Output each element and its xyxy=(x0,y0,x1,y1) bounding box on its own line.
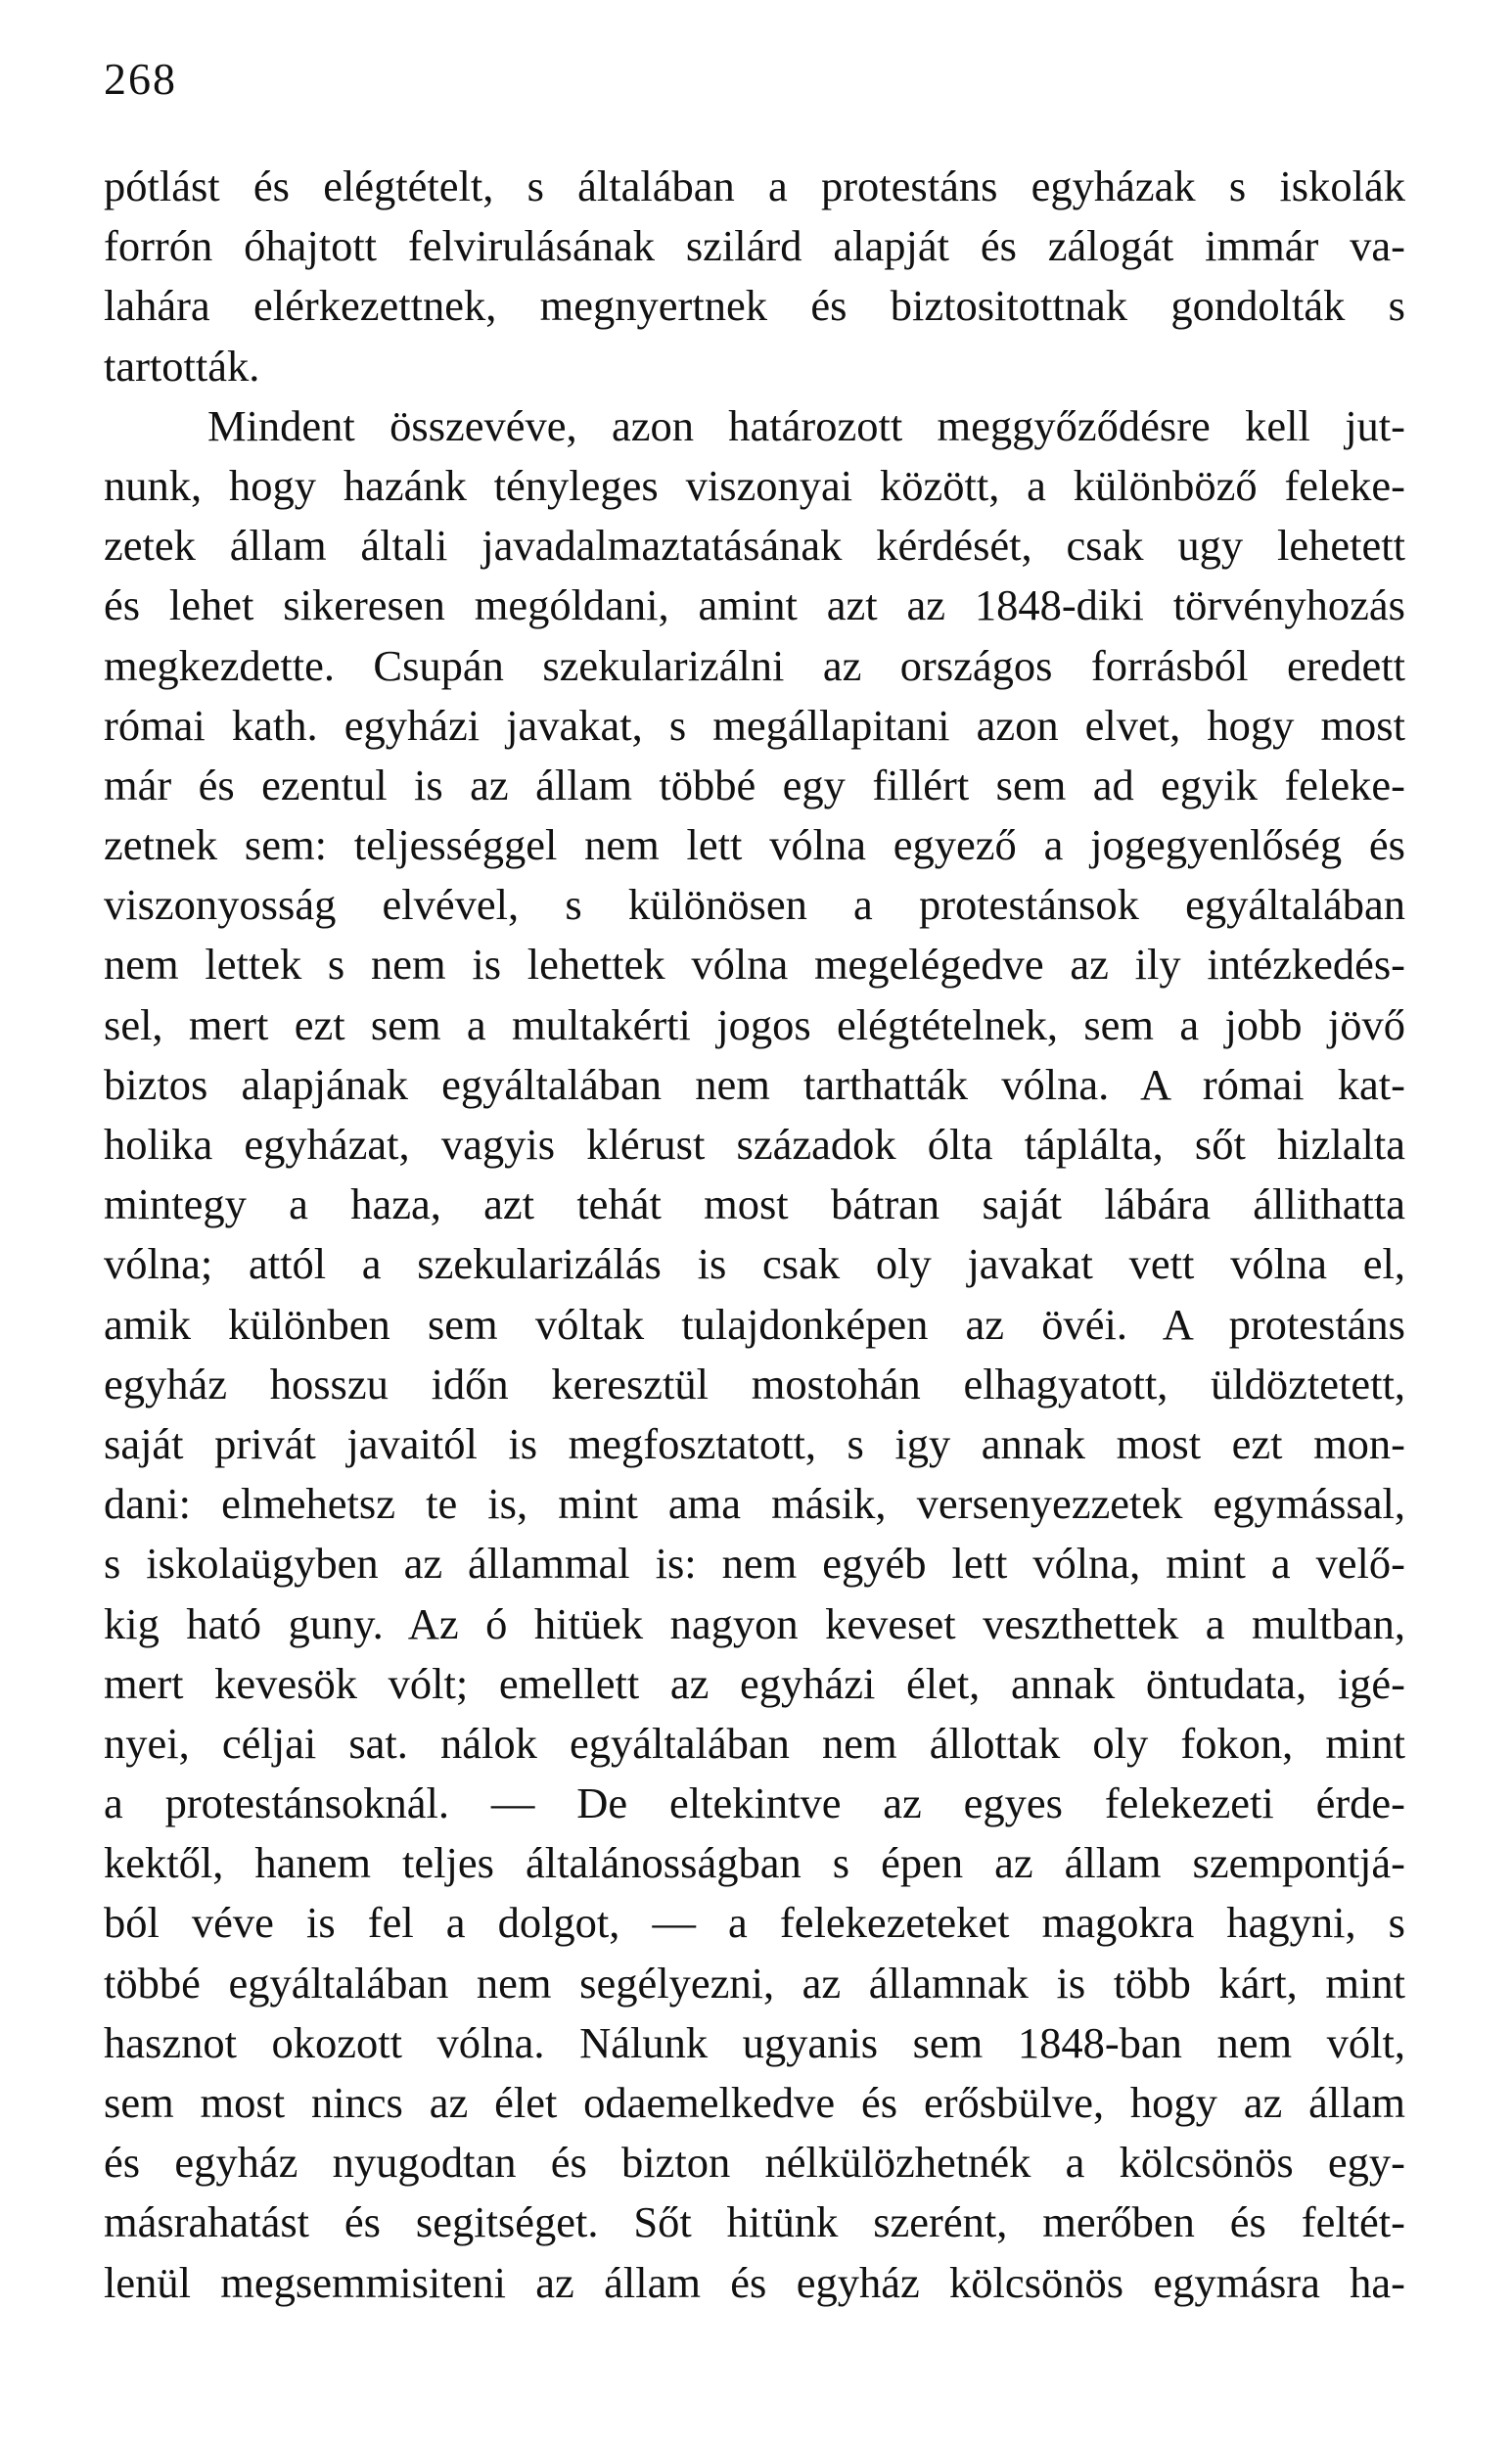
text-line: ból véve is fel a dolgot, — a felekezeteket magokra hagyni, s xyxy=(104,1898,1405,1948)
text-line: a protestánsoknál. — De eltekintve az egyes felekezeti érde- xyxy=(104,1778,1405,1828)
text-line: és lehet sikeresen mególdani, amint azt az 1848-diki törvényhozás xyxy=(104,580,1405,630)
text-line: és egyház nyugodtan és bizton nélkülözhetnék a kölcsönös egy- xyxy=(104,2138,1405,2188)
text-line: lahára elérkezettnek, megnyertnek és biztositottnak gondolták s xyxy=(104,281,1405,331)
text-line: nunk, hogy hazánk tényleges viszonyai között, a különböző feleke- xyxy=(104,460,1405,510)
text-line: nem lettek s nem is lehettek vólna megelégedve az ily intézkedés- xyxy=(104,940,1405,990)
text-line: lenül megsemmisiteni az állam és egyház kölcsönös egymásra ha- xyxy=(104,2257,1405,2307)
text-line: s iskolaügyben az állammal is: nem egyéb lett vólna, mint a velő- xyxy=(104,1539,1405,1589)
text-line: biztos alapjának egyáltalában nem tarthatták vólna. A római kat- xyxy=(104,1059,1405,1109)
text-line: mert kevesök vólt; emellett az egyházi élet, annak öntudata, igé- xyxy=(104,1658,1405,1708)
text-line: kig ható guny. Az ó hitüek nagyon keveset veszthettek a multban, xyxy=(104,1598,1405,1648)
text-line: dani: elmehetsz te is, mint ama másik, versenyezzetek egymással, xyxy=(104,1479,1405,1529)
text-line: mintegy a haza, azt tehát most bátran saját lábára állithatta xyxy=(104,1179,1405,1229)
text-line: egyház hosszu időn keresztül mostohán elhagyatott, üldöztetett, xyxy=(104,1359,1405,1408)
text-line: viszonyosság elvével, s különösen a protestánsok egyáltalában xyxy=(104,880,1405,930)
text-line: sel, mert ezt sem a multakérti jogos elégtételnek, sem a jobb jövő xyxy=(104,999,1405,1049)
text-line: forrón óhajtott felvirulásának szilárd alapját és zálogát immár va- xyxy=(104,221,1405,271)
page-number: 268 xyxy=(104,54,177,104)
text-line: római kath. egyházi javakat, s megállapitani azon elvet, hogy most xyxy=(104,700,1405,750)
text-line: másrahatást és segitséget. Sőt hitünk szerént, merőben és feltét- xyxy=(104,2197,1405,2247)
text-line: kektől, hanem teljes általánosságban s épen az állam szempontjá- xyxy=(104,1838,1405,1888)
text-line: tartották. xyxy=(104,341,260,391)
text-line: hasznot okozott vólna. Nálunk ugyanis sem 1848-ban nem vólt, xyxy=(104,2017,1405,2067)
text-line: holika egyházat, vagyis klérust századok ólta táplálta, sőt hizlalta xyxy=(104,1120,1405,1169)
text-line: saját privát javaitól is megfosztatott, s igy annak most ezt mon- xyxy=(104,1418,1405,1468)
text-line: pótlást és elégtételt, s általában a protestáns egyházak s iskolák xyxy=(104,162,1405,210)
text-line: nyei, céljai sat. nálok egyáltalában nem állottak oly fokon, mint xyxy=(104,1718,1405,1768)
text-line: vólna; attól a szekularizálás is csak oly javakat vett vólna el, xyxy=(104,1239,1405,1289)
text-line: már és ezentul is az állam többé egy fillért sem ad egyik feleke- xyxy=(104,760,1405,809)
text-line: Mindent összevéve, azon határozott meggyőződésre kell jut- xyxy=(207,400,1405,450)
text-line: amik különben sem vóltak tulajdonképen az övéi. A protestáns xyxy=(104,1299,1405,1349)
text-line: zetek állam általi javadalmaztatásának kérdését, csak ugy lehetett xyxy=(104,521,1405,571)
text-line: megkezdette. Csupán szekularizálni az országos forrásból eredett xyxy=(104,640,1405,690)
text-line: többé egyáltalában nem segélyezni, az államnak is több kárt, mint xyxy=(104,1958,1405,2008)
text-line: zetnek sem: teljességgel nem lett vólna egyező a jogegyenlőség és xyxy=(104,820,1405,870)
body-text xyxy=(104,157,1405,2313)
text-line: sem most nincs az élet odaemelkedve és erősbülve, hogy az állam xyxy=(104,2078,1405,2127)
